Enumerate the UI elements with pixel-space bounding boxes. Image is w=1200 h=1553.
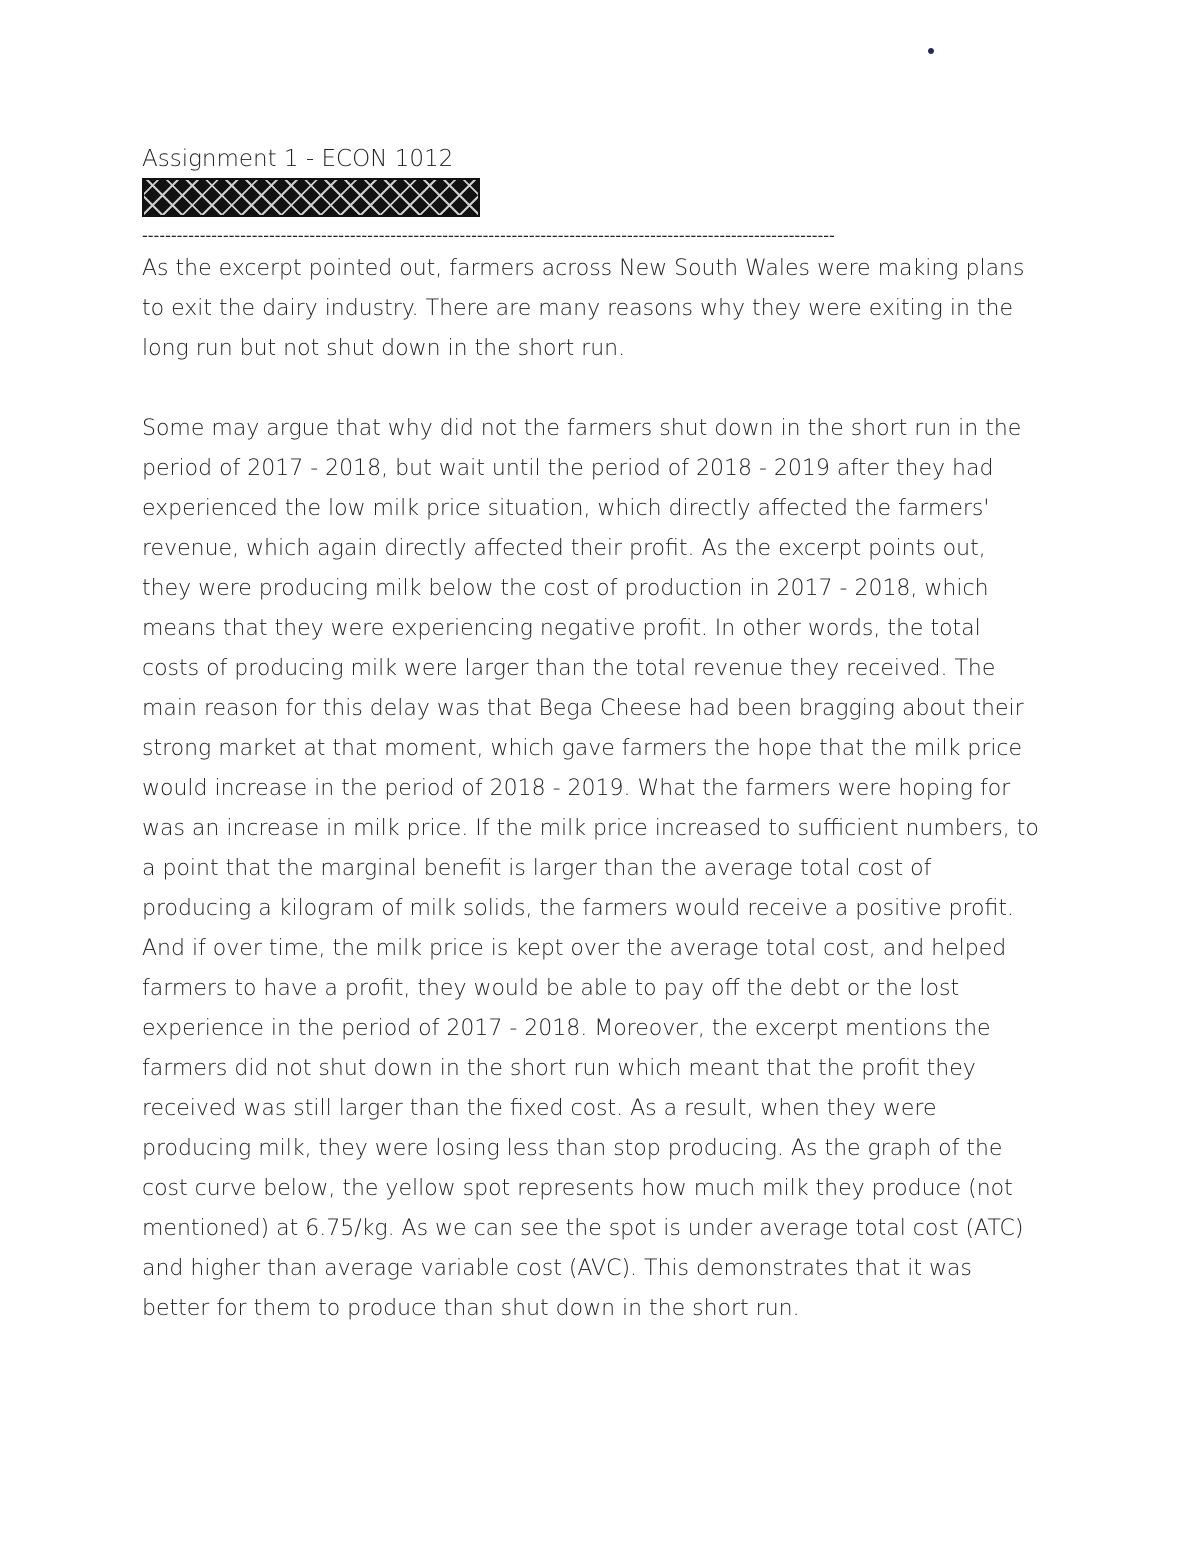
page-marker-dot (928, 48, 934, 54)
text-line: producing milk, they were losing less than stop producing. As the graph of the (142, 1136, 1003, 1161)
document-page (142, 140, 1060, 1329)
text-line: mentioned) at 6.75/kg. As we can see the spot is under average total cost (ATC) (142, 1216, 1024, 1241)
paragraph-gap (142, 369, 1060, 409)
text-line: a point that the marginal benefit is larger than the average total cost of (142, 856, 932, 881)
text-line: long run but not shut down in the short run. (142, 336, 626, 361)
text-line: means that they were experiencing negative profit. In other words, the total (142, 616, 981, 641)
text-line: As the excerpt pointed out, farmers across New South Wales were making plans (142, 256, 1025, 281)
text-line: farmers to have a profit, they would be able to pay off the debt or the lost (142, 976, 960, 1001)
text-line: revenue, which again directly affected their profit. As the excerpt points out, (142, 536, 986, 561)
text-line: period of 2017 - 2018, but wait until the period of 2018 - 2019 after they had (142, 456, 994, 481)
text-line: to exit the dairy industry. There are many reasons why they were exiting in the (142, 296, 1013, 321)
text-line: cost curve below, the yellow spot represents how much milk they produce (not (142, 1176, 1013, 1201)
text-line: And if over time, the milk price is kept over the average total cost, and helped (142, 936, 1007, 961)
text-line: producing a kilogram of milk solids, the farmers would receive a positive profit. (142, 896, 1014, 921)
divider-line: ------------------------------------------------------------------------------------------------------------------------ (142, 226, 835, 245)
text-line: farmers did not shut down in the short run which meant that the profit they (142, 1056, 976, 1081)
text-line: was an increase in milk price. If the milk price increased to sufficient numbers, to (142, 816, 1039, 841)
paragraph-intro (142, 249, 1060, 369)
text-line: better for them to produce than shut down in the short run. (142, 1296, 800, 1321)
paragraph-analysis (142, 409, 1060, 1329)
text-line: strong market at that moment, which gave farmers the hope that the milk price (142, 736, 1023, 761)
redacted-name-block (142, 178, 480, 217)
text-line: main reason for this delay was that Bega Cheese had been bragging about their (142, 696, 1024, 721)
text-line: and higher than average variable cost (AVC). This demonstrates that it was (142, 1256, 972, 1281)
text-line: would increase in the period of 2018 - 2019. What the farmers were hoping for (142, 776, 1011, 801)
text-line: experience in the period of 2017 - 2018. Moreover, the excerpt mentions the (142, 1016, 991, 1041)
text-line: costs of producing milk were larger than the total revenue they received. The (142, 656, 996, 681)
text-line: Some may argue that why did not the farmers shut down in the short run in the (142, 416, 1022, 441)
text-line: they were producing milk below the cost of production in 2017 - 2018, which (142, 576, 989, 601)
page-title: Assignment 1 - ECON 1012 (142, 146, 454, 172)
text-line: received was still larger than the fixed cost. As a result, when they were (142, 1096, 937, 1121)
text-line: experienced the low milk price situation, which directly affected the farmers' (142, 496, 990, 521)
